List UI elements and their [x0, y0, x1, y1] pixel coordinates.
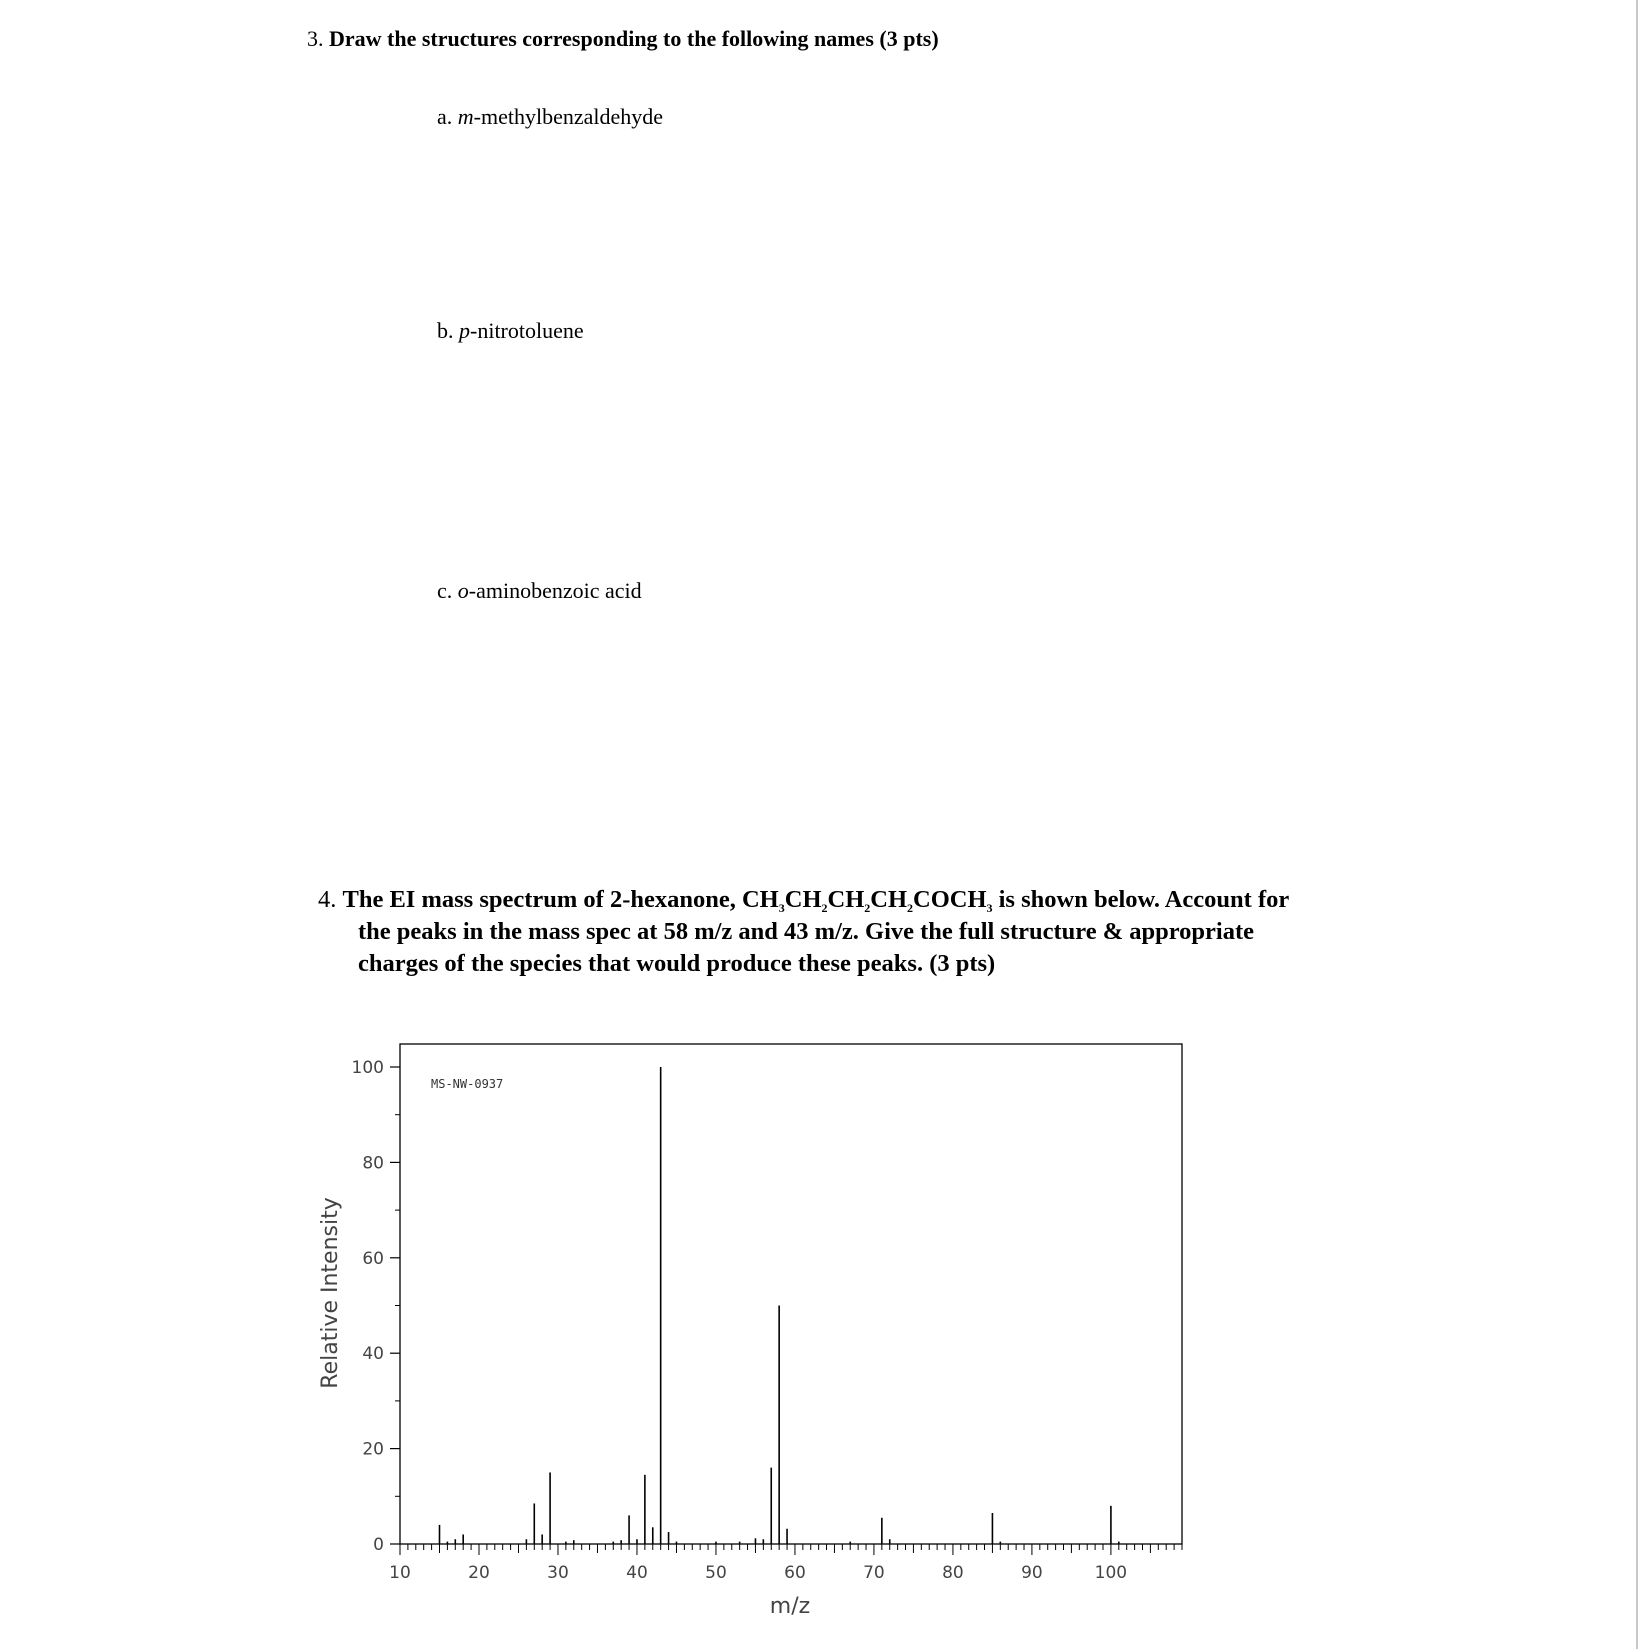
question-4-intro-end: is shown below. Account for — [998, 886, 1290, 913]
x-tick-label: 30 — [547, 1563, 569, 1583]
part-b-name: -nitrotoluene — [470, 318, 584, 343]
formula-group-4: CH — [870, 886, 907, 913]
question-4-line3: charges of the species that would produce these peaks. (3 pts) — [358, 950, 996, 977]
x-tick-label: 90 — [1021, 1563, 1043, 1583]
part-b-prefix: b. — [437, 318, 454, 343]
y-axis-label: Relative Intensity — [318, 1197, 343, 1389]
question-4-line1 — [343, 886, 1290, 913]
x-tick-label: 40 — [626, 1563, 648, 1583]
formula-sub-2: 2 — [821, 901, 828, 915]
part-a-prefix: a. — [437, 104, 453, 129]
x-tick-label: 10 — [389, 1563, 411, 1583]
part-c-locant: o — [457, 578, 469, 603]
question-3-title: Draw the structures corresponding to the following names (3 pts) — [329, 26, 939, 51]
part-a-name: -methylbenzaldehyde — [473, 104, 664, 129]
formula-sub-1: 3 — [778, 901, 785, 915]
plot-frame — [400, 1044, 1182, 1544]
y-tick-label: 60 — [362, 1248, 384, 1269]
x-tick-label: 80 — [942, 1563, 964, 1583]
part-b-locant: p — [459, 318, 470, 343]
question-3b — [437, 318, 584, 344]
formula-group-2: CH — [784, 886, 822, 913]
part-a-locant: m — [457, 104, 474, 129]
part-c-name: -aminobenzoic acid — [468, 578, 642, 603]
x-tick-label: 50 — [705, 1563, 727, 1583]
question-3-heading — [307, 26, 939, 52]
x-tick-label: 20 — [468, 1563, 490, 1583]
x-tick-label: 70 — [863, 1563, 885, 1583]
part-c-prefix: c. — [437, 578, 453, 603]
formula-sub-4: 2 — [907, 901, 913, 915]
formula-group-3: CH — [827, 886, 865, 913]
x-axis-label: m/z — [769, 1594, 811, 1619]
question-3a — [437, 104, 663, 130]
spectrum-identifier: MS-NW-0937 — [431, 1077, 504, 1091]
question-3-number: 3. — [307, 26, 324, 51]
question-3c — [437, 578, 642, 604]
y-tick-label: 40 — [362, 1344, 384, 1365]
x-tick-label: 60 — [784, 1563, 806, 1583]
formula-group-5: COCH — [913, 886, 987, 913]
y-tick-label: 80 — [362, 1153, 384, 1174]
question-4-text — [318, 884, 1438, 980]
x-tick-label: 100 — [1094, 1563, 1128, 1583]
formula-sub-5: 3 — [986, 901, 993, 915]
question-4-line2: the peaks in the mass spec at 58 m/z and 43 m/z. Give the full structure & appropriate — [358, 918, 1255, 945]
page-right-border — [1636, 0, 1638, 1649]
formula-sub-3: 2 — [864, 901, 871, 915]
y-tick-label: 0 — [373, 1535, 384, 1555]
question-4-intro: The EI mass spectrum of 2-hexanone, CH — [342, 886, 779, 913]
y-tick-label: 100 — [351, 1058, 384, 1078]
question-4-number: 4. — [318, 886, 337, 913]
y-tick-label: 20 — [362, 1439, 384, 1460]
